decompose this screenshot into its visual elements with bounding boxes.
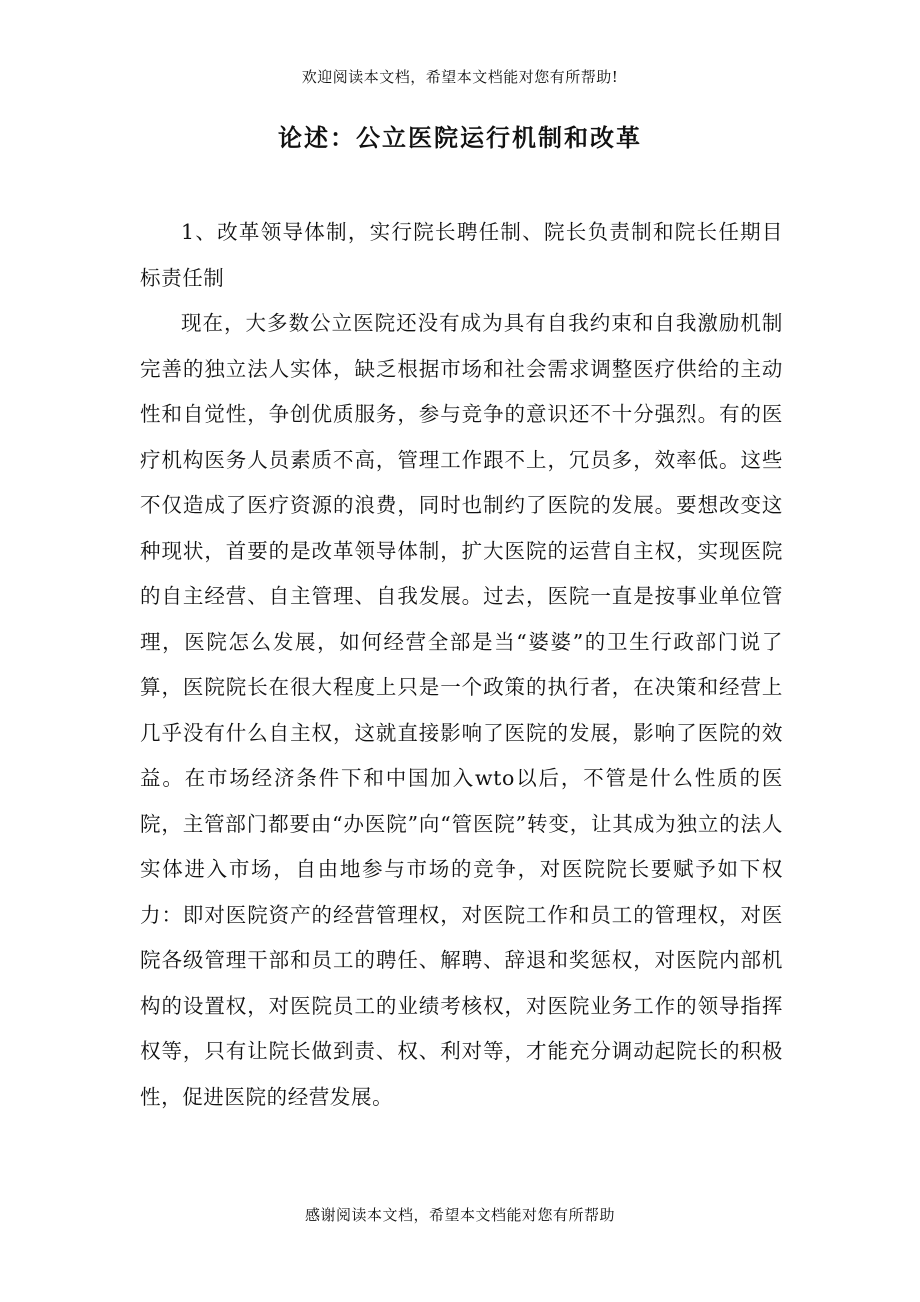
- header-note: 欢迎阅读本文档，希望本文档能对您有所帮助!: [301, 68, 619, 86]
- document-title: 论述：公立医院运行机制和改革: [278, 123, 642, 152]
- document-body: [140, 210, 783, 1120]
- footer-note: 感谢阅读本文档，希望本文档能对您有所帮助: [304, 1206, 615, 1224]
- section-heading-paragraph: 1、改革领导体制，实行院长聘任制、院长负责制和院长任期目标责任制: [140, 220, 783, 290]
- body-paragraph: 现在，大多数公立医院还没有成为具有自我约束和自我激励机制完善的独立法人实体，缺乏根据市场和社会需求调整医疗供给的主动性和自觉性，争创优质服务，参与竞争的意识还不十分强烈。有的医疗机构医务人员素质不高，管理工作跟不上，冗员多，效率低。这些不仅造成了医疗资源的浪费，同时也制约了医院的发展。要想改变这种现状，首要的是改革领导体制，扩大医院的运营自主权，实现医院的自主经营、自主管理、自我发展。过去，医院一直是按事业单位管理，医院怎么发展，如何经营全部是当“婆婆”的卫生行政部门说了算，医院院长在很大程度上只是一个政策的执行者，在决策和经营上几乎没有什么自主权，这就直接影响了医院的发展，影响了医院的效益。在市场经济条件下和中国加入wto以后，不管是什么性质的医院，主管部门都要由“办医院”向“管医院”转变，让其成为独立的法人实体进入市场，自由地参与市场的竞争，对医院院长要赋予如下权力：即对医院资产的经营管理权，对医院工作和员工的管理权，对医院各级管理干部和员工的聘任、解聘、辞退和奖惩权，对医院内部机构的设置权，对医院员工的业绩考核权，对医院业务工作的领导指挥权等，只有让院长做到责、权、利对等，才能充分调动起院长的积极性，促进医院的经营发展。: [140, 311, 783, 1109]
